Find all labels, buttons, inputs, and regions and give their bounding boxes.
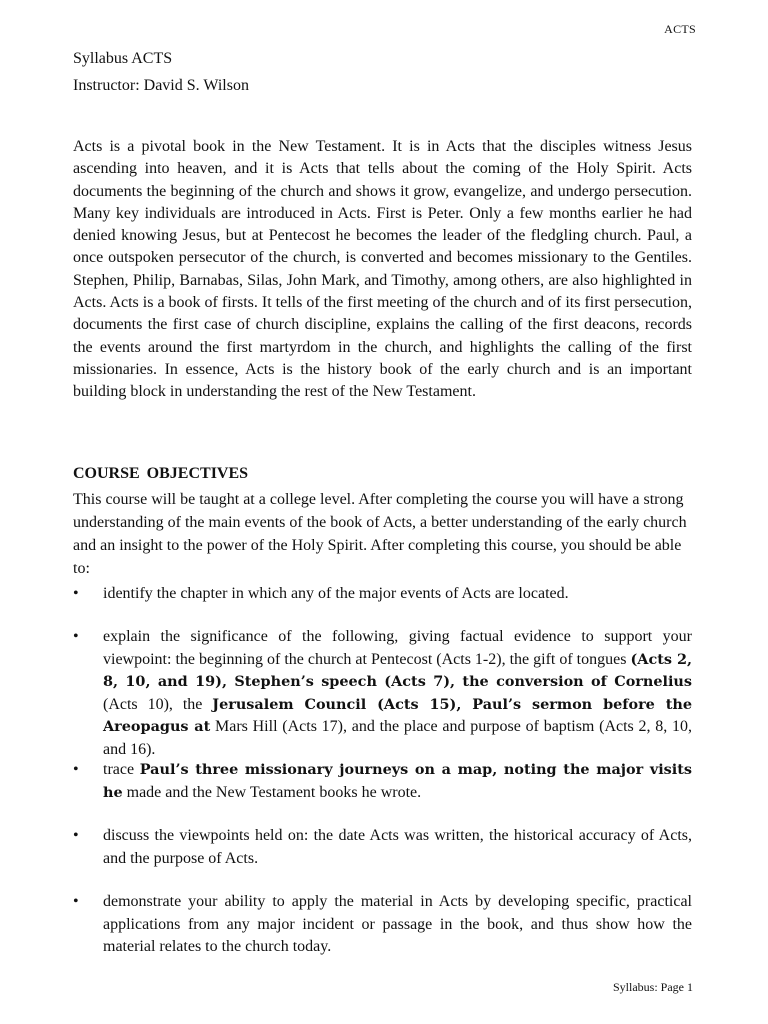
objective-text-part: Mars Hill (Acts 17), and the place and purpose of baptism (Acts 2, 8, 10, and 16).	[103, 718, 693, 758]
running-header: ACTS	[664, 22, 696, 36]
objective-text-part: explain the significance of the following, giving factual evidence to support your viewpoint: the beginning of the church at Pentecost (Acts 1-2), the gift of tongues	[103, 628, 692, 668]
instructor-line: Instructor: David S. Wilson	[73, 77, 249, 94]
objective-item-discuss	[73, 825, 692, 870]
bullet-icon: •	[73, 827, 79, 844]
objective-item-explain	[73, 626, 692, 761]
objective-text	[103, 626, 692, 761]
objective-text-part: made and the New Testament books he wrote.	[122, 783, 422, 801]
page-footer: Syllabus: Page 1	[613, 980, 693, 994]
objective-bold-part: Jerusalem Council (Acts 15), Paul’s sermon before the Areopagus at	[103, 695, 693, 735]
objective-text: demonstrate your ability to apply the material in Acts by developing specific, practical applications from any major incident or passage in the book, and thus show how the material relates to the church today.	[103, 893, 692, 955]
bullet-icon: •	[73, 628, 79, 645]
objective-text	[103, 759, 692, 804]
bullet-icon: •	[73, 893, 79, 910]
document-title: Syllabus ACTS	[73, 50, 173, 67]
objective-item-trace	[73, 759, 692, 804]
objective-item-identify	[73, 583, 692, 606]
course-objectives-heading: COURSE OBJECTIVES	[73, 465, 249, 482]
objective-bold-part: Paul’s three missionary journeys on a map, noting the major visits he	[103, 761, 692, 801]
objective-bold-part: (Acts 2, 8, 10, and 19), Stephen’s speech (Acts 7), the conversion of Cornelius	[103, 650, 692, 690]
objectives-intro: This course will be taught at a college level. After completing the course you will have a strong understanding of the main events of the book of Acts, a better understanding of the early church and an insight to the power of the Holy Spirit. After completing this course, you should be able to:	[73, 491, 687, 577]
objective-text: discuss the viewpoints held on: the date Acts was written, the historical accuracy of Acts, and the purpose of Acts.	[103, 827, 692, 867]
bullet-icon: •	[73, 761, 79, 778]
objective-item-demonstrate	[73, 891, 692, 959]
objective-text-part: trace	[103, 761, 140, 778]
objective-text-part: (Acts 10), the	[103, 695, 213, 713]
intro-paragraph: Acts is a pivotal book in the New Testament. It is in Acts that the disciples witness Jesus ascending into heaven, and it is Acts that tells about the coming of the Holy Spirit. Acts documents the beginning of the church and shows it grow, evangelize, and undergo persecution. Many key individuals are introduced in Acts. First is Peter. Only a few months earlier he had denied knowing Jesus, but at Pentecost he becomes the leader of the fledgling church. Paul, a once outspoken persecutor of the church, is converted and becomes missionary to the Gentiles. Stephen, Philip, Barnabas, Silas, John Mark, and Timothy, among others, are also highlighted in Acts. Acts is a book of firsts. It tells of the first meeting of the church and of its first persecution, documents the first case of church discipline, explains the calling of the first deacons, records the events around the first martyrdom in the church, and highlights the calling of the first missionaries. In essence, Acts is the history book of the early church and is an important building block in understanding the rest of the New Testament.	[73, 138, 692, 401]
bullet-icon: •	[73, 585, 79, 602]
objective-text: identify the chapter in which any of the major events of Acts are located.	[103, 585, 569, 602]
